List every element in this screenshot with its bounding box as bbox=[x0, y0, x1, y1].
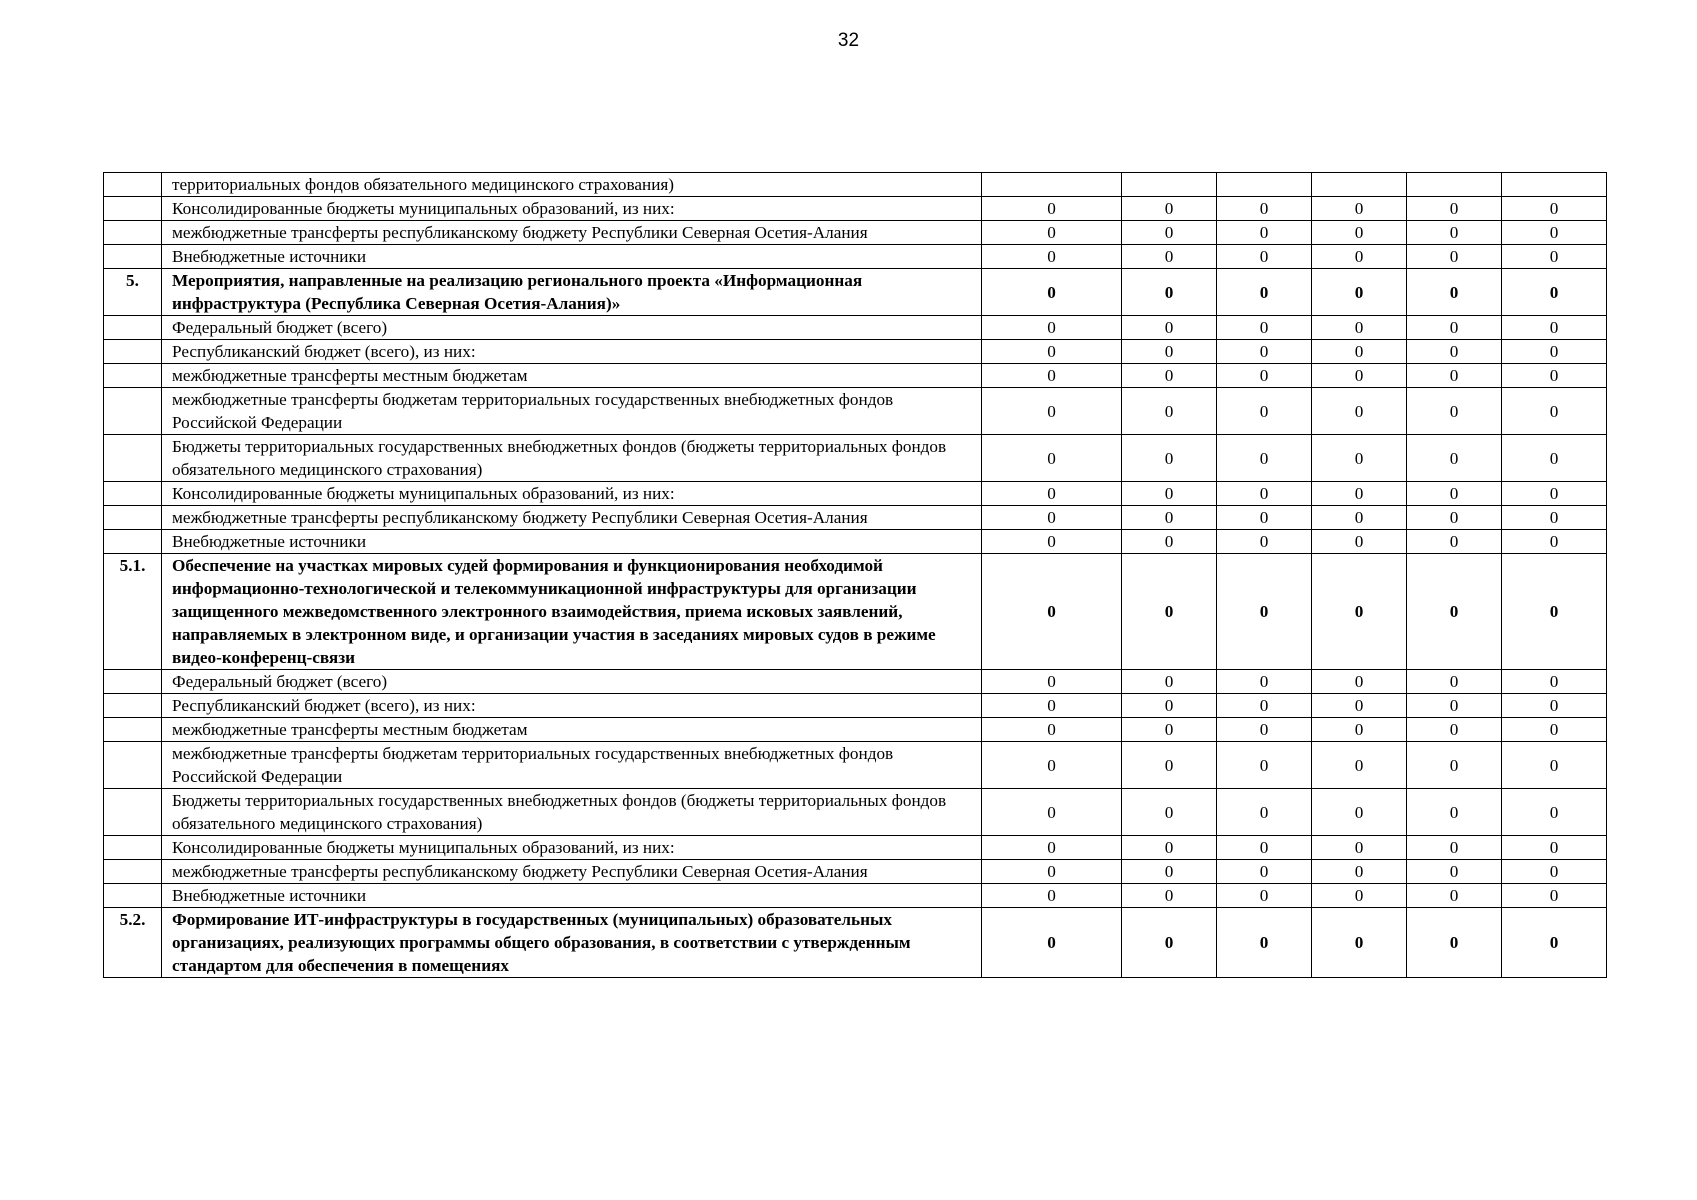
row-value: 0 bbox=[1407, 269, 1502, 316]
row-label: Федеральный бюджет (всего) bbox=[162, 670, 982, 694]
row-value: 0 bbox=[1502, 884, 1607, 908]
row-value: 0 bbox=[1122, 742, 1217, 789]
row-value: 0 bbox=[1502, 836, 1607, 860]
row-value: 0 bbox=[1217, 789, 1312, 836]
budget-table bbox=[103, 172, 1607, 978]
row-label: Бюджеты территориальных государственных внебюджетных фондов (бюджеты территориальных фондов обязательного медицинского страхования) bbox=[162, 789, 982, 836]
row-value: 0 bbox=[1217, 694, 1312, 718]
row-number bbox=[104, 530, 162, 554]
row-value: 0 bbox=[1122, 908, 1217, 978]
row-number bbox=[104, 718, 162, 742]
row-number bbox=[104, 435, 162, 482]
row-number bbox=[104, 340, 162, 364]
section-row bbox=[104, 554, 1607, 670]
row-value: 0 bbox=[982, 340, 1122, 364]
page-number: 32 bbox=[837, 30, 860, 51]
row-value: 0 bbox=[1122, 269, 1217, 316]
table-row bbox=[104, 482, 1607, 506]
table-row bbox=[104, 742, 1607, 789]
row-value: 0 bbox=[1217, 554, 1312, 670]
row-value: 0 bbox=[1122, 884, 1217, 908]
row-value: 0 bbox=[1217, 884, 1312, 908]
row-value: 0 bbox=[1407, 340, 1502, 364]
row-label: Республиканский бюджет (всего), из них: bbox=[162, 694, 982, 718]
row-value: 0 bbox=[982, 670, 1122, 694]
row-value: 0 bbox=[982, 245, 1122, 269]
row-value: 0 bbox=[1312, 908, 1407, 978]
row-value: 0 bbox=[1407, 836, 1502, 860]
row-value: 0 bbox=[1312, 530, 1407, 554]
table-row bbox=[104, 245, 1607, 269]
row-value: 0 bbox=[982, 884, 1122, 908]
row-label: Республиканский бюджет (всего), из них: bbox=[162, 340, 982, 364]
row-number bbox=[104, 316, 162, 340]
row-value: 0 bbox=[982, 860, 1122, 884]
row-label: Консолидированные бюджеты муниципальных образований, из них: bbox=[162, 836, 982, 860]
row-value: 0 bbox=[1502, 860, 1607, 884]
row-value: 0 bbox=[1122, 530, 1217, 554]
row-value: 0 bbox=[982, 789, 1122, 836]
row-value: 0 bbox=[982, 221, 1122, 245]
row-value: 0 bbox=[1217, 364, 1312, 388]
row-number bbox=[104, 388, 162, 435]
row-number bbox=[104, 670, 162, 694]
table-row bbox=[104, 340, 1607, 364]
row-value: 0 bbox=[1407, 197, 1502, 221]
row-value: 0 bbox=[1502, 316, 1607, 340]
row-value: 0 bbox=[982, 908, 1122, 978]
row-value: 0 bbox=[1217, 860, 1312, 884]
row-value: 0 bbox=[1407, 364, 1502, 388]
row-value: 0 bbox=[982, 316, 1122, 340]
row-value: 0 bbox=[1407, 221, 1502, 245]
row-number: 5.2. bbox=[104, 908, 162, 978]
row-value: 0 bbox=[1407, 435, 1502, 482]
table-row bbox=[104, 388, 1607, 435]
row-value: 0 bbox=[1502, 718, 1607, 742]
row-label: Бюджеты территориальных государственных внебюджетных фондов (бюджеты территориальных фондов обязательного медицинского страхования) bbox=[162, 435, 982, 482]
row-number bbox=[104, 860, 162, 884]
row-value: 0 bbox=[1122, 789, 1217, 836]
row-value: 0 bbox=[982, 197, 1122, 221]
row-value: 0 bbox=[1407, 718, 1502, 742]
row-value: 0 bbox=[982, 388, 1122, 435]
row-label: Внебюджетные источники bbox=[162, 245, 982, 269]
row-value: 0 bbox=[1312, 506, 1407, 530]
table-row bbox=[104, 316, 1607, 340]
row-number: 5. bbox=[104, 269, 162, 316]
row-number bbox=[104, 694, 162, 718]
row-value: 0 bbox=[1407, 694, 1502, 718]
row-value: 0 bbox=[1407, 908, 1502, 978]
row-value: 0 bbox=[1502, 221, 1607, 245]
table-body bbox=[104, 173, 1607, 978]
row-value: 0 bbox=[1502, 506, 1607, 530]
table-row bbox=[104, 694, 1607, 718]
table-row bbox=[104, 364, 1607, 388]
row-label: Формирование ИТ-инфраструктуры в государственных (муниципальных) образовательных организациях, реализующих программы общего образования, в соответствии с утвержденным стандартом для обеспечения в помещениях bbox=[162, 908, 982, 978]
row-value: 0 bbox=[1312, 860, 1407, 884]
section-row bbox=[104, 269, 1607, 316]
row-value: 0 bbox=[982, 435, 1122, 482]
row-value: 0 bbox=[1312, 197, 1407, 221]
row-number bbox=[104, 884, 162, 908]
row-number bbox=[104, 197, 162, 221]
row-label: межбюджетные трансферты республиканскому бюджету Республики Северная Осетия-Алания bbox=[162, 221, 982, 245]
row-value: 0 bbox=[1122, 694, 1217, 718]
row-value: 0 bbox=[1217, 388, 1312, 435]
row-value bbox=[1122, 173, 1217, 197]
row-value: 0 bbox=[1502, 694, 1607, 718]
row-label: межбюджетные трансферты местным бюджетам bbox=[162, 718, 982, 742]
row-value bbox=[1217, 173, 1312, 197]
row-number bbox=[104, 173, 162, 197]
row-value: 0 bbox=[982, 694, 1122, 718]
row-label: Внебюджетные источники bbox=[162, 884, 982, 908]
row-value: 0 bbox=[982, 269, 1122, 316]
table-row bbox=[104, 530, 1607, 554]
row-value: 0 bbox=[1312, 388, 1407, 435]
row-label: Мероприятия, направленные на реализацию регионального проекта «Информационная инфраструктура (Республика Северная Осетия-Алания)» bbox=[162, 269, 982, 316]
row-value: 0 bbox=[1502, 789, 1607, 836]
row-value: 0 bbox=[1312, 435, 1407, 482]
row-value: 0 bbox=[1407, 884, 1502, 908]
row-value: 0 bbox=[1407, 789, 1502, 836]
row-value: 0 bbox=[1122, 718, 1217, 742]
row-value bbox=[982, 173, 1122, 197]
row-value: 0 bbox=[1407, 482, 1502, 506]
row-value: 0 bbox=[1407, 388, 1502, 435]
row-value: 0 bbox=[1502, 530, 1607, 554]
row-value: 0 bbox=[1122, 836, 1217, 860]
table-row bbox=[104, 197, 1607, 221]
row-label: межбюджетные трансферты республиканскому бюджету Республики Северная Осетия-Алания bbox=[162, 506, 982, 530]
row-value: 0 bbox=[1407, 506, 1502, 530]
row-label: Консолидированные бюджеты муниципальных образований, из них: bbox=[162, 482, 982, 506]
row-value: 0 bbox=[1217, 269, 1312, 316]
row-value: 0 bbox=[1502, 364, 1607, 388]
row-value bbox=[1502, 173, 1607, 197]
row-value bbox=[1312, 173, 1407, 197]
row-value: 0 bbox=[1407, 670, 1502, 694]
row-label: межбюджетные трансферты бюджетам территориальных государственных внебюджетных фондов Российской Федерации bbox=[162, 742, 982, 789]
row-value: 0 bbox=[1217, 742, 1312, 789]
row-value: 0 bbox=[1217, 908, 1312, 978]
row-value: 0 bbox=[1502, 908, 1607, 978]
row-value: 0 bbox=[1217, 340, 1312, 364]
row-value: 0 bbox=[1217, 221, 1312, 245]
row-label: межбюджетные трансферты местным бюджетам bbox=[162, 364, 982, 388]
row-value: 0 bbox=[982, 530, 1122, 554]
row-value: 0 bbox=[1122, 482, 1217, 506]
row-value: 0 bbox=[1502, 197, 1607, 221]
table-row bbox=[104, 221, 1607, 245]
row-number bbox=[104, 245, 162, 269]
row-value: 0 bbox=[1502, 388, 1607, 435]
row-value: 0 bbox=[982, 554, 1122, 670]
row-value: 0 bbox=[1217, 197, 1312, 221]
row-value: 0 bbox=[1312, 694, 1407, 718]
row-value: 0 bbox=[1407, 742, 1502, 789]
row-value: 0 bbox=[1122, 435, 1217, 482]
row-value: 0 bbox=[982, 482, 1122, 506]
row-label: межбюджетные трансферты бюджетам территориальных государственных внебюджетных фондов Российской Федерации bbox=[162, 388, 982, 435]
row-value: 0 bbox=[1217, 836, 1312, 860]
row-value: 0 bbox=[1217, 718, 1312, 742]
row-value: 0 bbox=[1502, 742, 1607, 789]
row-value: 0 bbox=[1122, 388, 1217, 435]
row-value: 0 bbox=[1312, 554, 1407, 670]
table-row bbox=[104, 670, 1607, 694]
row-value: 0 bbox=[1217, 245, 1312, 269]
row-value: 0 bbox=[1502, 554, 1607, 670]
row-value: 0 bbox=[1122, 506, 1217, 530]
row-value: 0 bbox=[1122, 364, 1217, 388]
row-number bbox=[104, 506, 162, 530]
row-value: 0 bbox=[1217, 530, 1312, 554]
row-value bbox=[1407, 173, 1502, 197]
row-number bbox=[104, 364, 162, 388]
row-value: 0 bbox=[982, 364, 1122, 388]
row-value: 0 bbox=[1502, 269, 1607, 316]
row-value: 0 bbox=[1312, 221, 1407, 245]
row-number bbox=[104, 221, 162, 245]
row-value: 0 bbox=[1312, 245, 1407, 269]
row-value: 0 bbox=[1312, 364, 1407, 388]
row-value: 0 bbox=[1122, 221, 1217, 245]
table-row bbox=[104, 435, 1607, 482]
row-number bbox=[104, 482, 162, 506]
row-value: 0 bbox=[1502, 245, 1607, 269]
row-value: 0 bbox=[1122, 245, 1217, 269]
section-row bbox=[104, 908, 1607, 978]
row-value: 0 bbox=[1407, 316, 1502, 340]
table-row bbox=[104, 718, 1607, 742]
row-value: 0 bbox=[1312, 670, 1407, 694]
row-value: 0 bbox=[1407, 245, 1502, 269]
row-label: Федеральный бюджет (всего) bbox=[162, 316, 982, 340]
row-value: 0 bbox=[1312, 836, 1407, 860]
row-value: 0 bbox=[1312, 884, 1407, 908]
row-label: межбюджетные трансферты республиканскому бюджету Республики Северная Осетия-Алания bbox=[162, 860, 982, 884]
row-value: 0 bbox=[1312, 269, 1407, 316]
row-value: 0 bbox=[1502, 670, 1607, 694]
table-row bbox=[104, 789, 1607, 836]
row-value: 0 bbox=[1312, 789, 1407, 836]
row-label: территориальных фондов обязательного медицинского страхования) bbox=[162, 173, 982, 197]
row-value: 0 bbox=[1502, 482, 1607, 506]
table-row bbox=[104, 506, 1607, 530]
row-value: 0 bbox=[1407, 860, 1502, 884]
table-row bbox=[104, 860, 1607, 884]
row-value: 0 bbox=[1122, 670, 1217, 694]
row-value: 0 bbox=[1312, 316, 1407, 340]
row-value: 0 bbox=[1217, 435, 1312, 482]
table-row bbox=[104, 173, 1607, 197]
row-number bbox=[104, 836, 162, 860]
row-value: 0 bbox=[1312, 482, 1407, 506]
row-value: 0 bbox=[1217, 316, 1312, 340]
row-number: 5.1. bbox=[104, 554, 162, 670]
row-label: Обеспечение на участках мировых судей формирования и функционирования необходимой информационно-технологической и телекоммуникационной инфраструктуры для организации защищенного межведомственного электронного взаимодействия, приема исковых заявлений, направляемых в электронном виде, и организации участия в заседаниях мировых судов в режиме видео-конференц-связи bbox=[162, 554, 982, 670]
row-label: Внебюджетные источники bbox=[162, 530, 982, 554]
row-value: 0 bbox=[1217, 482, 1312, 506]
row-value: 0 bbox=[1122, 340, 1217, 364]
row-value: 0 bbox=[1312, 340, 1407, 364]
row-value: 0 bbox=[1312, 718, 1407, 742]
row-value: 0 bbox=[1122, 197, 1217, 221]
row-value: 0 bbox=[1407, 554, 1502, 670]
row-value: 0 bbox=[982, 742, 1122, 789]
row-value: 0 bbox=[1407, 530, 1502, 554]
row-value: 0 bbox=[982, 506, 1122, 530]
row-number bbox=[104, 742, 162, 789]
row-value: 0 bbox=[982, 718, 1122, 742]
row-value: 0 bbox=[1122, 316, 1217, 340]
table-row bbox=[104, 884, 1607, 908]
row-label: Консолидированные бюджеты муниципальных образований, из них: bbox=[162, 197, 982, 221]
row-value: 0 bbox=[1122, 554, 1217, 670]
table-row bbox=[104, 836, 1607, 860]
row-value: 0 bbox=[1217, 506, 1312, 530]
row-value: 0 bbox=[1502, 340, 1607, 364]
row-value: 0 bbox=[1312, 742, 1407, 789]
row-value: 0 bbox=[1502, 435, 1607, 482]
row-value: 0 bbox=[1122, 860, 1217, 884]
row-value: 0 bbox=[1217, 670, 1312, 694]
row-number bbox=[104, 789, 162, 836]
row-value: 0 bbox=[982, 836, 1122, 860]
